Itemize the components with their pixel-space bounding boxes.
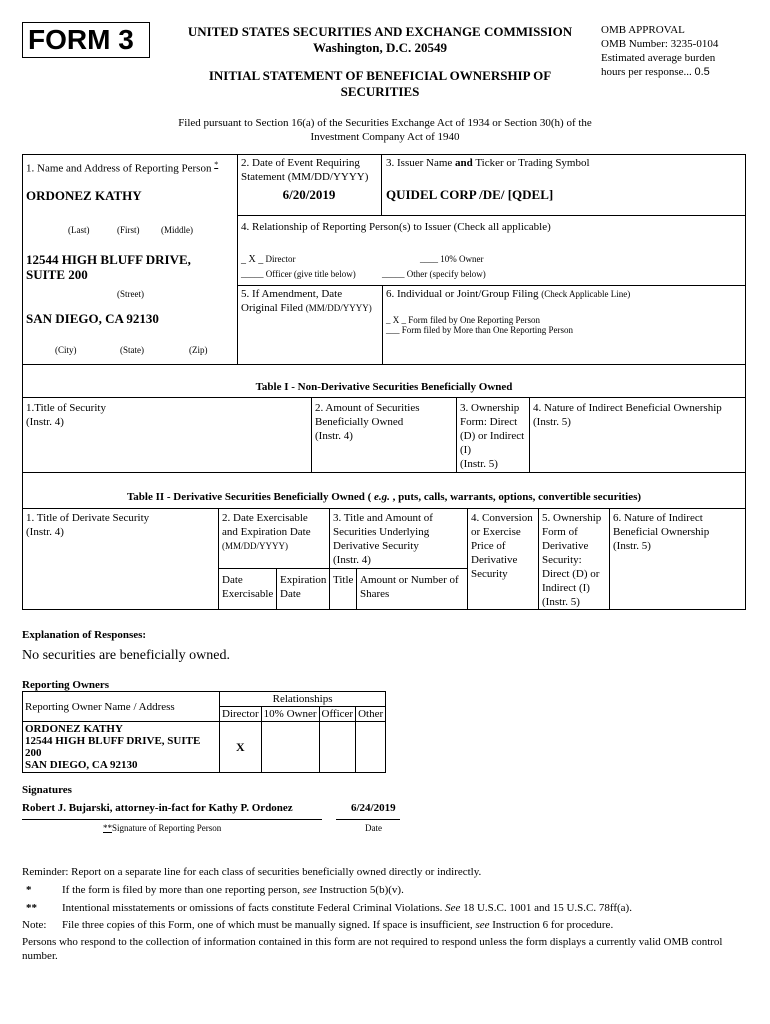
- rule: [22, 397, 746, 398]
- t2c5-line: Indirect (I): [542, 582, 590, 594]
- agency-name: UNITED STATES SECURITIES AND EXCHANGE COMMISSION: [187, 24, 573, 39]
- rule: [22, 364, 746, 365]
- label-middle: (Middle): [161, 225, 193, 235]
- filing-one-label: Form filed by One Reporting Person: [408, 315, 540, 325]
- ro-city-line: SAN DIEGO, CA 92130: [25, 759, 138, 771]
- fn-dstar-post: 18 U.S.C. 1001 and 15 U.S.C. 78ff(a).: [460, 902, 632, 914]
- t1c4-line: 4. Nature of Indirect Beneficial Ownership: [533, 402, 722, 414]
- filing-one-person: [386, 315, 540, 325]
- t2c3-line: 3. Title and Amount of: [333, 512, 433, 524]
- form-heading-line1: INITIAL STATEMENT OF BENEFICIAL OWNERSHIP OF: [208, 68, 552, 83]
- issuer-label-post: Ticker or Trading Symbol: [472, 157, 590, 169]
- rule: [237, 215, 746, 216]
- table2-sub-title: Title: [333, 574, 354, 586]
- t2c3-line: (Instr. 4): [333, 554, 371, 566]
- rule: [745, 154, 746, 365]
- reminder-text: Reminder: Report on a separate line for each class of securities beneficially owned directly or indirectly.: [22, 866, 482, 878]
- rule: [609, 508, 610, 610]
- ro-row-name: [23, 722, 220, 773]
- t1c4-line: (Instr. 5): [533, 416, 571, 428]
- note-mark: Note:: [22, 919, 47, 931]
- issuer-label: [386, 157, 590, 169]
- label-state: (State): [120, 345, 144, 355]
- t2c4-line: 4. Conversion: [471, 512, 533, 524]
- table2-col4-header: [471, 511, 533, 581]
- ro-header-owner10: 10% Owner: [261, 707, 319, 722]
- t2c5-line: Direct (D) or: [542, 568, 600, 580]
- filing-label-text: 6. Individual or Joint/Group Filing: [386, 288, 539, 300]
- signature-label-text: Signature of Reporting Person: [112, 823, 222, 833]
- ro-header-director: Director: [220, 707, 262, 722]
- note-text: [62, 919, 613, 931]
- t2-sub-line: Date: [222, 574, 243, 586]
- issuer-value: QUIDEL CORP /DE/ [QDEL]: [386, 187, 554, 202]
- t2c5-line: (Instr. 5): [542, 596, 580, 608]
- ro-name-line: ORDONEZ KATHY: [25, 723, 123, 735]
- label-city: (City): [55, 345, 77, 355]
- rule: [22, 609, 746, 610]
- reporting-person-label: [26, 160, 218, 175]
- rule: [538, 508, 539, 610]
- filed-pursuant-line2: Investment Company Act of 1940: [310, 131, 460, 143]
- rule: [218, 508, 219, 610]
- omb-approval: OMB APPROVAL: [601, 24, 685, 36]
- signature-line: [22, 819, 322, 820]
- omb-burden-label: hours per response...: [601, 66, 692, 78]
- ro-row-owner10: [261, 722, 319, 773]
- owner10-label: 10% Owner: [440, 254, 484, 264]
- filing-more-persons: [386, 325, 573, 335]
- rule: [22, 154, 746, 155]
- fn-star-pre: If the form is filed by more than one reporting person,: [62, 884, 303, 896]
- t2c2-small: (MM/DD/YYYY): [222, 541, 288, 551]
- relationship-other: [382, 269, 486, 279]
- fn-note-see: see: [475, 919, 490, 931]
- t2c1-line: 1. Title of Derivate Security: [26, 512, 150, 524]
- reporting-owners-heading: Reporting Owners: [22, 679, 110, 691]
- relationship-label: 4. Relationship of Reporting Person(s) to Issuer (Check all applicable): [241, 221, 551, 233]
- rule: [237, 154, 238, 365]
- rule: [218, 568, 467, 569]
- t2-sub-line: Date: [280, 588, 301, 600]
- omb-burden-line2: [601, 66, 710, 78]
- director-label: Director: [265, 254, 296, 264]
- fn-star-see: see: [302, 884, 317, 896]
- t1c1-line: 1.Title of Security: [26, 402, 106, 414]
- relationship-10pct-owner: [420, 254, 484, 264]
- date-line: [336, 819, 400, 820]
- ro-row-director: X: [220, 722, 262, 773]
- fn-star-post: Instruction 5(b)(v).: [316, 884, 404, 896]
- ro-row-other: [356, 722, 386, 773]
- rule: [22, 472, 746, 473]
- t2c5-line: 5. Ownership: [542, 512, 602, 524]
- amendment-label-line1: 5. If Amendment, Date: [241, 288, 343, 300]
- label-first: (First): [117, 225, 140, 235]
- table2-title-pre: Table II - Derivative Securities Beneficially Owned (: [126, 491, 375, 503]
- owner10-checkmark[interactable]: ____: [420, 254, 438, 264]
- signature-label-mark: **: [103, 823, 112, 833]
- rule: [381, 154, 382, 215]
- table1-col2-header: [315, 401, 420, 443]
- t1c3-line: (Instr. 5): [460, 458, 498, 470]
- explanation-text: No securities are beneficially owned.: [22, 648, 230, 663]
- fn-dstar-see: See: [445, 902, 461, 914]
- signatures-heading: Signatures: [22, 784, 72, 796]
- persons-notice-line2: number.: [22, 950, 58, 962]
- ro-row-officer: [319, 722, 356, 773]
- t1c3-line: Form: Direct: [460, 416, 518, 428]
- issuer-label-pre: 3. Issuer Name: [386, 157, 456, 169]
- t1c2-line: Beneficially Owned: [315, 416, 404, 428]
- agency-location: Washington, D.C. 20549: [313, 40, 447, 55]
- relationship-director: [241, 254, 295, 265]
- label-street: (Street): [117, 289, 144, 299]
- t1c3-line: 3. Ownership: [460, 402, 520, 414]
- ro-address-line: 12544 HIGH BLUFF DRIVE, SUITE 200: [25, 735, 201, 759]
- officer-checkmark[interactable]: _____: [241, 269, 264, 279]
- t2c1-line: (Instr. 4): [26, 526, 64, 538]
- table2-sub-amount: [360, 573, 459, 601]
- filing-one-checkmark[interactable]: _ X _: [386, 315, 406, 325]
- rule: [22, 472, 23, 610]
- persons-notice-line1: Persons who respond to the collection of information contained in this form are not required to respond unless the form displays a currently valid OMB control: [22, 936, 723, 948]
- relationship-officer: [241, 269, 356, 279]
- form-heading-line2: SECURITIES: [340, 84, 420, 99]
- rule: [529, 397, 530, 473]
- t2c5-line: Form of: [542, 526, 578, 538]
- t2c4-line: or Exercise: [471, 526, 521, 538]
- table2-sub-date-exercisable: [222, 573, 273, 601]
- rule: [237, 285, 746, 286]
- t2-sub-line: Amount or Number of: [360, 574, 459, 586]
- rule: [329, 508, 330, 610]
- other-checkmark[interactable]: _____: [382, 269, 405, 279]
- reporting-owners-table: [22, 691, 386, 773]
- event-date-label-line1: 2. Date of Event Requiring: [241, 157, 360, 169]
- ro-header-relationships: Relationships: [220, 692, 386, 707]
- table2-col5-header: [542, 511, 601, 609]
- rule: [311, 397, 312, 473]
- rule: [382, 285, 383, 365]
- city-line: SAN DIEGO, CA 92130: [26, 311, 159, 326]
- filing-more-checkmark[interactable]: ___: [386, 325, 400, 335]
- table-row: [23, 722, 386, 773]
- t2c6-line: Beneficial Ownership: [613, 526, 710, 538]
- omb-burden-value: 0.5: [694, 66, 710, 78]
- explanation-heading: Explanation of Responses:: [22, 629, 147, 641]
- table2-col1-header: [26, 511, 149, 539]
- event-date-label-line2: Statement (MM/DD/YYYY): [241, 171, 369, 183]
- t1c2-line: (Instr. 4): [315, 430, 353, 442]
- table2-sub-expiration: [280, 573, 326, 601]
- fn-note-post: Instruction 6 for procedure.: [489, 919, 614, 931]
- event-date-value: 6/20/2019: [282, 187, 336, 202]
- t2c2-line: 2. Date Exercisable: [222, 512, 308, 524]
- omb-burden-line1: Estimated average burden: [601, 52, 716, 64]
- rule: [22, 364, 23, 473]
- t2-sub-line: Expiration: [280, 574, 327, 586]
- rule: [276, 568, 277, 610]
- amendment-label-line2: [241, 302, 372, 314]
- table1-col4-header: [533, 401, 722, 429]
- date-label: Date: [365, 823, 382, 833]
- table2-title: [22, 491, 746, 503]
- ro-header-name: Reporting Owner Name / Address: [23, 692, 220, 722]
- t2-sub-line: Shares: [360, 588, 390, 600]
- footnote-star-mark: *: [26, 884, 32, 896]
- street-line2: SUITE 200: [26, 267, 88, 282]
- rule: [22, 154, 23, 365]
- table2-col3-header: [333, 511, 433, 567]
- rule: [22, 508, 746, 509]
- label-zip: (Zip): [189, 345, 208, 355]
- signature-date: 6/24/2019: [351, 802, 396, 814]
- t1c3-line: (D) or Indirect: [460, 430, 525, 442]
- table1-col1-header: [26, 401, 106, 429]
- form-title: FORM 3: [28, 24, 134, 55]
- rule: [745, 472, 746, 610]
- t2c2-line: and Expiration Date: [222, 526, 311, 538]
- table1-col3-header: [460, 401, 524, 471]
- reporting-person-label-text: 1. Name and Address of Reporting Person: [26, 162, 212, 175]
- other-label: Other (specify below): [406, 269, 486, 279]
- rule: [467, 508, 468, 610]
- t2c4-line: Derivative: [471, 554, 518, 566]
- signature-label: [103, 823, 221, 833]
- fn-dstar-pre: Intentional misstatements or omissions of facts constitute Federal Criminal Violations.: [62, 902, 446, 914]
- rule: [456, 397, 457, 473]
- footnote-star-text: [62, 884, 404, 896]
- rule: [356, 568, 357, 610]
- t2c4-line: Security: [471, 568, 508, 580]
- footnote-dstar-mark: **: [26, 902, 37, 914]
- amendment-label-small: (MM/DD/YYYY): [305, 303, 372, 313]
- table2-col2-header: [222, 511, 311, 553]
- t2c3-line: Securities Underlying: [333, 526, 430, 538]
- footnote-dstar-text: [62, 902, 632, 914]
- table2-col6-header: [613, 511, 709, 553]
- filing-more-label: Form filed by More than One Reporting Person: [401, 325, 573, 335]
- table2-title-eg: e.g.: [374, 491, 390, 503]
- amendment-label-line2-text: Original Filed: [241, 302, 304, 314]
- filing-label-small: (Check Applicable Line): [541, 289, 631, 299]
- t1c1-line: (Instr. 4): [26, 416, 64, 428]
- rule: [745, 364, 746, 473]
- t2c6-line: 6. Nature of Indirect: [613, 512, 703, 524]
- issuer-label-and: and: [455, 157, 473, 169]
- ro-header-other: Other: [356, 707, 386, 722]
- ro-header-officer: Officer: [319, 707, 356, 722]
- filed-pursuant-line1: Filed pursuant to Section 16(a) of the Securities Exchange Act of 1934 or Section 30(h) of the: [178, 117, 592, 129]
- director-checkmark[interactable]: _ X _: [241, 254, 264, 265]
- signer-name: Robert J. Bujarski, attorney-in-fact for Kathy P. Ordonez: [22, 802, 293, 814]
- t2c4-line: Price of: [471, 540, 506, 552]
- street-line1: 12544 HIGH BLUFF DRIVE,: [26, 252, 191, 267]
- t2c5-line: Security:: [542, 554, 582, 566]
- t2c5-line: Derivative: [542, 540, 589, 552]
- table1-title: Table I - Non-Derivative Securities Beneficially Owned: [255, 381, 513, 393]
- omb-number: OMB Number: 3235-0104: [601, 38, 719, 50]
- t1c2-line: 2. Amount of Securities: [315, 402, 420, 414]
- reporting-person-name: ORDONEZ KATHY: [26, 188, 142, 203]
- label-last: (Last): [68, 225, 90, 235]
- filing-label: [386, 288, 630, 300]
- table2-title-post: , puts, calls, warrants, options, convertible securities): [389, 491, 642, 503]
- t1c3-line: (I): [460, 444, 471, 456]
- fn-note-pre: File three copies of this Form, one of which must be manually signed. If space is insufficient,: [62, 919, 476, 931]
- t2c3-line: Derivative Security: [333, 540, 419, 552]
- t2-sub-line: Exercisable: [222, 588, 274, 600]
- officer-label: Officer (give title below): [265, 269, 356, 279]
- t2c6-line: (Instr. 5): [613, 540, 651, 552]
- reporting-person-asterisk: *: [214, 160, 219, 169]
